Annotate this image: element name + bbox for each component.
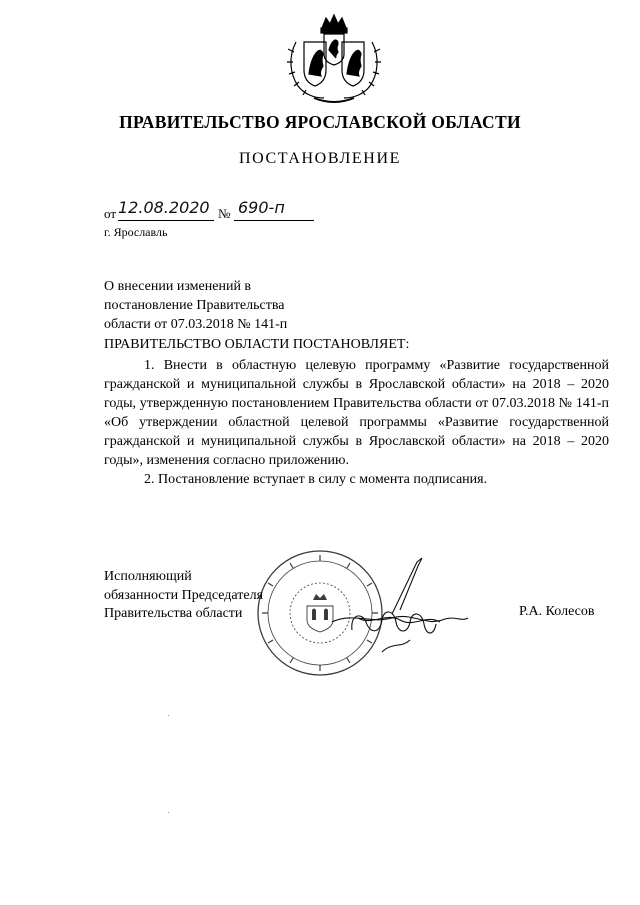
organization-title: ПРАВИТЕЛЬСТВО ЯРОСЛАВСКОЙ ОБЛАСТИ bbox=[119, 112, 521, 132]
document-type: ПОСТАНОВЛЕНИЕ bbox=[239, 150, 401, 167]
paragraph-2: 2. Постановление вступает в силу с момента подписания. bbox=[144, 472, 488, 487]
number-prefix: № bbox=[218, 206, 231, 221]
signatory-title-line: Правительства области bbox=[104, 606, 243, 621]
city-label: г. Ярославль bbox=[104, 225, 168, 239]
handwritten-date: 12.08.2020 bbox=[118, 198, 210, 217]
number-underline bbox=[234, 220, 314, 221]
signer-name: Р.А. Колесов bbox=[519, 604, 595, 619]
date-number-line bbox=[104, 200, 334, 226]
signatory-title-line: обязанности Председателя bbox=[104, 587, 264, 603]
subject-line: постановление Правительства bbox=[104, 298, 285, 313]
handwritten-number: 690-п bbox=[238, 198, 285, 217]
subject-line: области от 07.03.2018 № 141-п bbox=[104, 317, 288, 332]
scan-speck bbox=[168, 715, 169, 716]
decree-heading: ПРАВИТЕЛЬСТВО ОБЛАСТИ ПОСТАНОВЛЯЕТ: bbox=[104, 337, 410, 352]
coat-of-arms-emblem bbox=[284, 12, 384, 110]
handwritten-signature bbox=[322, 552, 472, 662]
signatory-title-line: Исполняющий bbox=[104, 569, 192, 584]
date-prefix: от bbox=[104, 206, 117, 221]
subject-line: О внесении изменений в bbox=[104, 279, 252, 294]
scan-speck bbox=[168, 812, 169, 813]
signatory-title bbox=[104, 568, 263, 624]
paragraph-1: 1. Внести в областную целевую программу «Развитие государственной гражданской и муниципальной службы в Ярославской области» на 2018 – 2020 годы, утвержденную постановлением Правительства области от 07.03.2018 № 141-п «Об утверждении областной целевой программы «Развитие государственной гражданской и муниципальной службы в Ярославской области» на 2018 – 2020 годы», изменения согласно приложению. bbox=[104, 358, 609, 468]
decree-body bbox=[104, 356, 609, 489]
date-underline bbox=[118, 220, 214, 221]
subject-block bbox=[104, 277, 364, 334]
